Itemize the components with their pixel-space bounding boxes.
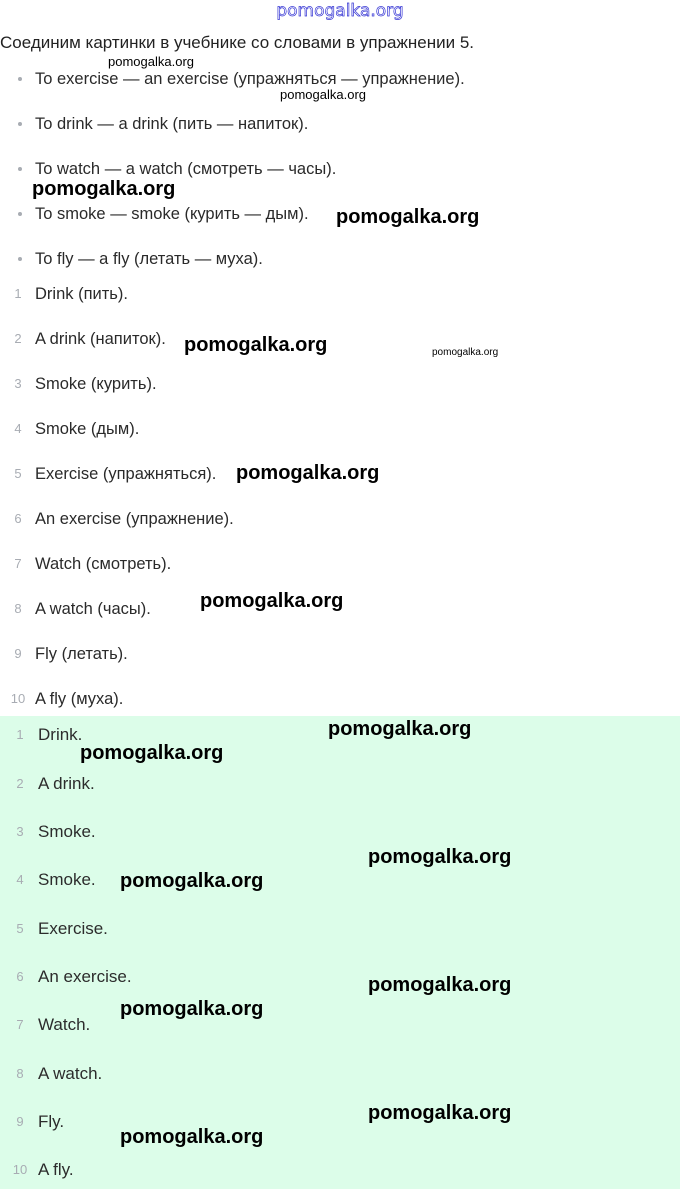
answer-number: 10 — [12, 1162, 28, 1177]
answer-text: Smoke. — [38, 822, 96, 841]
bullet-text: To fly — a fly (летать — муха). — [35, 250, 263, 268]
item-text: Watch (смотреть). — [35, 555, 172, 573]
answer-number: 4 — [16, 872, 24, 887]
answer-number: 3 — [16, 824, 24, 839]
answer-text: Exercise. — [38, 919, 108, 938]
bullet-dot — [18, 122, 22, 126]
watermark: pomogalka.org — [368, 846, 512, 868]
watermark: pomogalka.org — [108, 54, 194, 69]
item-number: 7 — [14, 556, 22, 571]
item-text: A watch (часы). — [35, 600, 151, 618]
answer-text: Fly. — [38, 1112, 65, 1131]
watermark: pomogalka.org — [80, 742, 224, 764]
answer-text: A watch. — [38, 1064, 103, 1083]
bullet-dot — [18, 212, 22, 216]
answer-number: 5 — [16, 921, 24, 936]
item-text: A drink (напиток). — [35, 330, 166, 348]
item-text: A fly (муха). — [35, 690, 124, 708]
item-number: 8 — [14, 601, 22, 616]
watermark: pomogalka.org — [120, 870, 264, 892]
watermark: pomogalka.org — [32, 178, 176, 200]
watermark: pomogalka.org — [184, 334, 328, 356]
item-number: 5 — [14, 466, 22, 481]
item-text: Smoke (курить). — [35, 375, 157, 393]
answer-number: 2 — [16, 776, 24, 791]
item-text: Exercise (упражняться). — [35, 465, 217, 483]
item-number: 9 — [14, 646, 22, 661]
item-text: Drink (пить). — [35, 285, 128, 303]
answer-text: A fly. — [38, 1160, 74, 1179]
answer-text: Smoke. — [38, 870, 96, 889]
item-text: An exercise (упражнение). — [35, 510, 234, 528]
bullet-dot — [18, 167, 22, 171]
item-number: 4 — [14, 421, 22, 436]
item-number: 2 — [14, 331, 22, 346]
watermark: pomogalka.org — [236, 462, 380, 484]
item-text: Smoke (дым). — [35, 420, 140, 438]
item-text: Fly (летать). — [35, 645, 128, 663]
watermark: pomogalka.org — [280, 87, 366, 102]
watermark: pomogalka.org — [120, 998, 264, 1020]
watermark: pomogalka.org — [120, 1126, 264, 1148]
bullet-text: To drink — a drink (пить — напиток). — [35, 115, 309, 133]
answer-number: 1 — [16, 727, 24, 742]
answer-text: A drink. — [38, 774, 95, 793]
bullet-text: To smoke — smoke (курить — дым). — [35, 205, 309, 223]
watermark: pomogalka.org — [336, 206, 480, 228]
answer-text: Drink. — [38, 725, 83, 744]
site-header[interactable]: pomogalka.org — [276, 1, 404, 21]
answer-text: An exercise. — [38, 967, 132, 986]
watermark: pomogalka.org — [368, 974, 512, 996]
bullet-dot — [18, 77, 22, 81]
item-number: 10 — [10, 691, 26, 706]
item-number: 3 — [14, 376, 22, 391]
bullet-text: To watch — a watch (смотреть — часы). — [35, 160, 337, 178]
answer-number: 6 — [16, 969, 24, 984]
answer-text: Watch. — [38, 1015, 91, 1034]
watermark: pomogalka.org — [200, 590, 344, 612]
answer-number: 8 — [16, 1066, 24, 1081]
item-number: 1 — [14, 286, 22, 301]
item-number: 6 — [14, 511, 22, 526]
watermark: pomogalka.org — [368, 1102, 512, 1124]
bullet-text: To exercise — an exercise (упражняться — упражнение). — [35, 70, 465, 88]
watermark: pomogalka.org — [328, 718, 472, 740]
intro-text: Соединим картинки в учебнике со словами в упражнении 5. — [0, 33, 474, 52]
answer-number: 7 — [16, 1017, 24, 1032]
bullet-dot — [18, 257, 22, 261]
watermark: pomogalka.org — [432, 347, 499, 358]
answer-number: 9 — [16, 1114, 24, 1129]
answer-panel — [0, 716, 680, 1189]
